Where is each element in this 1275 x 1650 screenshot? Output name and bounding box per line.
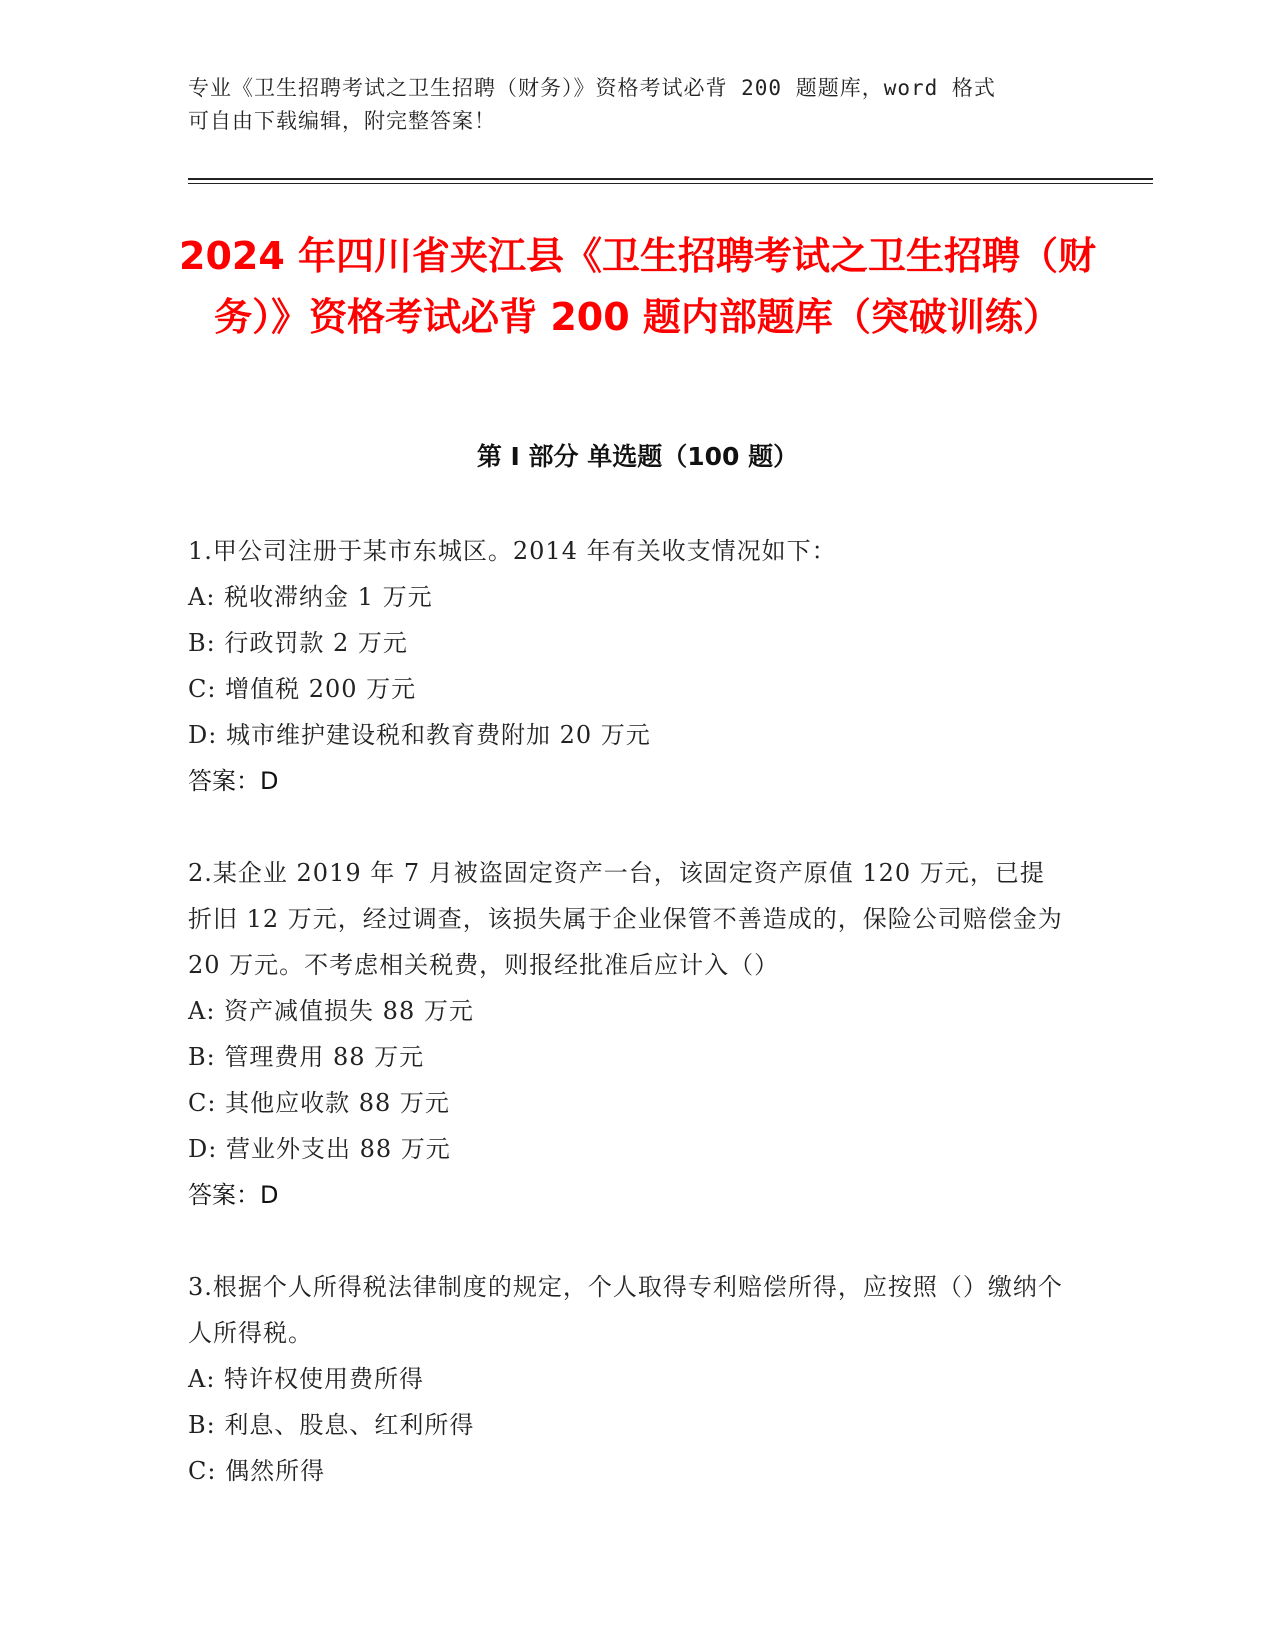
header-note xyxy=(188,72,1088,138)
question-item xyxy=(188,528,1068,804)
question-answer: 答案：D xyxy=(188,1181,279,1209)
question-stem: 3.根据个人所得税法律制度的规定，个人取得专利赔偿所得，应按照（）缴纳个人所得税。 xyxy=(188,1273,1063,1347)
question-option: B: 行政罚款 2 万元 xyxy=(188,629,408,657)
question-option: D: 城市维护建设税和教育费附加 20 万元 xyxy=(188,721,651,749)
question-answer: 答案：D xyxy=(188,767,279,795)
question-option: D: 营业外支出 88 万元 xyxy=(188,1135,451,1163)
question-item xyxy=(188,1264,1068,1494)
section-heading: 第 I 部分 单选题（100 题） xyxy=(476,442,799,471)
question-option: C: 其他应收款 88 万元 xyxy=(188,1089,450,1117)
question-option: B: 管理费用 88 万元 xyxy=(188,1043,425,1071)
question-option: A: 特许权使用费所得 xyxy=(188,1365,425,1393)
question-item xyxy=(188,850,1068,1218)
question-list xyxy=(188,528,1068,1494)
header-divider-thin xyxy=(188,183,1153,184)
header-divider-thick xyxy=(188,178,1153,180)
document-title: 2024 年四川省夹江县《卫生招聘考试之卫生招聘（财务）》资格考试必背 200 题内部题库（突破训练） xyxy=(179,234,1096,339)
question-stem: 1.甲公司注册于某市东城区。2014 年有关收支情况如下： xyxy=(188,537,837,565)
question-option: C: 增值税 200 万元 xyxy=(188,675,417,703)
header-note-line-1: 专业《卫生招聘考试之卫生招聘（财务）》资格考试必背 200 题题库，word 格式 xyxy=(188,76,996,100)
question-option: B: 利息、股息、红利所得 xyxy=(188,1411,475,1439)
question-spacer xyxy=(188,804,1068,850)
header-note-line-2: 可自由下载编辑，附完整答案！ xyxy=(188,109,496,133)
question-option: A: 税收滞纳金 1 万元 xyxy=(188,583,433,611)
question-spacer xyxy=(188,1218,1068,1264)
question-option: A: 资产减值损失 88 万元 xyxy=(188,997,474,1025)
question-option: C: 偶然所得 xyxy=(188,1457,326,1485)
question-stem: 2.某企业 2019 年 7 月被盗固定资产一台，该固定资产原值 120 万元，已提折旧 12 万元，经过调查，该损失属于企业保管不善造成的，保险公司赔偿金为 20 万元。不考虑相关税费，则报经批准后应计入（） xyxy=(188,859,1063,979)
